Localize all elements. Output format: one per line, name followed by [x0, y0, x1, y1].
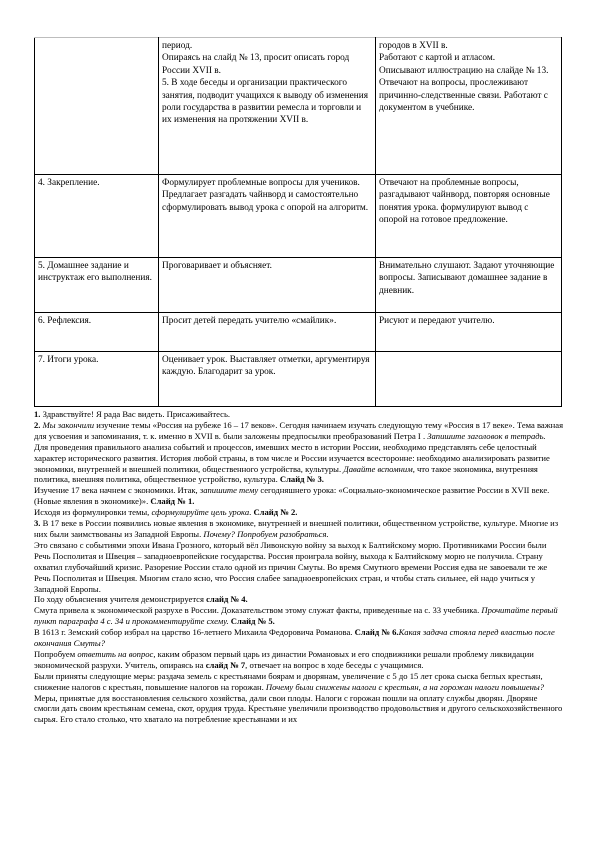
italic-text: Запишите заголовок в тетрадь. [427, 430, 546, 441]
paragraph [34, 594, 564, 605]
paragraph [34, 409, 564, 420]
slide-ref: Слайд № 3. [279, 474, 324, 485]
italic-text: Давайте вспомним [343, 463, 413, 474]
paragraph [34, 442, 564, 486]
stage-label: 7. Итоги урока. [38, 355, 99, 365]
paragraph [34, 693, 564, 726]
paragraph-text: Были приняты следующие меры: раздача земель с крестьянами боярам и дворянам, увеличение с 5 до 15 лет срока сыска беглых крестьян, снижение налогов с крестьян, повышение налогов на горожан. [34, 670, 543, 692]
teacher-text: Просит детей передать учителю «смайлик». [162, 316, 337, 326]
teacher-cell [159, 313, 376, 352]
teacher-cell [159, 175, 376, 258]
slide-ref: Слайд № 2. [253, 507, 298, 518]
lesson-plan-table [34, 37, 562, 407]
italic-text: Мы закончили [40, 419, 95, 430]
students-text: Отвечают на проблемные вопросы, разгадывают чайнворд, повторяя основные понятия урока. формулируют вывод с опорой на готовое предложение. [379, 178, 550, 226]
paragraph [34, 420, 564, 442]
slide-ref: слайд № 4. [206, 594, 248, 605]
teacher-cell [159, 258, 376, 313]
paragraph-text: изучение темы «Россия на рубеже 16 – 17 веков». Сегодня начинаем изучать следующую тему «Россия в 17 веке». Тема важная для усвоения и запоминания, т. к. именно в XVII в. были заложены предпосылки преобразований Петра I . [34, 419, 564, 441]
paragraph [34, 540, 564, 595]
paragraph-text: сегодняшнего урока: «Социально-экономическое развитие России в XVII веке. (Новые явления в экономике)». [34, 485, 550, 507]
table-row [35, 38, 562, 175]
slide-ref: Слайд № 5. [228, 616, 275, 627]
italic-text: ответить на вопрос [77, 648, 154, 659]
teacher-cell [159, 352, 376, 407]
students-text: Работают с картой и атласом. [379, 53, 496, 64]
teacher-text: Проговаривает и объясняет. [162, 261, 272, 271]
paragraph-text: , каким образом первый царь из династии Романовых и его сподвижники решали проблему ликвидации экономической разрухи. Учитель, опираясь на [34, 648, 534, 670]
paragraph [34, 671, 564, 693]
italic-text: Почему? Попробуем разобраться. [203, 528, 329, 539]
teacher-text: Формулирует проблемные вопросы для учеников. Предлагает разгадать чайнворд и самостоятельно сформулировать вывод урока с опорой на алгоритм. [162, 178, 369, 213]
paragraph-text: В 17 веке в России появились новые явления в экономике, внутренней и внешней политики, общественном устройстве, культуре. Многие из них были заимствованы из Западной Европы. [34, 518, 559, 539]
stage-label: 4. Закрепление. [38, 178, 100, 188]
table-row [35, 258, 562, 313]
paragraph-text: , отвечает на вопрос в ходе беседы с учащимися. [245, 659, 424, 670]
students-cell [376, 352, 562, 407]
paragraph-text: . [249, 507, 254, 518]
students-text: Отвечают на вопросы, прослеживают причинно-следственные связи. Работают с документом в учебнике. [379, 78, 548, 114]
paragraph-text: Это связано с событиями эпохи Ивана Грозного, который вёл Ливонскую войну за выход к Балтийскому морю. Противниками России были Речь Посполитая и Швеция – западноевропейские государства. Россия проиграла войну, выхода к Балтийскому морю не получила. Страну охватил глубочайший кризис. Разорение России стало одной из причин Смуты. Во время Смутного времени Россия едва не завоевали те же Речь Посполитая и Швеция. Многим стало ясно, что Россия слабее западноевропейских стран, и чтобы стать сильнее, ей надо учиться у Западной Европы. [34, 539, 548, 594]
slide-ref: слайд № 7 [205, 659, 246, 670]
paragraph [34, 485, 564, 507]
students-text: Внимательно слушают. Задают уточняющие вопросы. Записывают домашнее задание в дневник. [379, 261, 555, 296]
teacher-cell [159, 38, 376, 175]
stage-cell [35, 175, 159, 258]
students-cell [376, 313, 562, 352]
paragraph-text: В 1613 г. Земский собор избрал на царство 16-летнего Михаила Федоровича Романова. [34, 627, 355, 638]
paragraph-text: Здравствуйте! Я рада Вас видеть. Присаживайтесь. [40, 409, 231, 419]
italic-text: запишите тему [199, 485, 259, 496]
paragraph-text: Исходя из формулировки темы, [34, 507, 152, 518]
teacher-text: период. [162, 41, 193, 51]
table-row [35, 175, 562, 258]
paragraph-text: Изучение 17 века начнем с экономики. Итак, [34, 485, 200, 496]
paragraph [34, 518, 564, 540]
paragraph-text: Смута привела к экономической разрухе в России. Доказательством этому служат факты, приведенные на с. 33 учебника. [34, 605, 482, 616]
paragraph [34, 649, 564, 671]
slide-ref: Слайд № 1. [150, 496, 195, 507]
stage-label: 6. Рефлексия. [38, 316, 92, 326]
step-number: 1. [34, 409, 41, 419]
italic-text: Какая задача стояла перед властью после окончания Смуты? [34, 627, 555, 649]
slide-ref: Слайд № 6. [354, 627, 399, 638]
students-text: городов в XVII в. [379, 41, 448, 51]
stage-cell [35, 313, 159, 352]
teacher-text: Опираясь на слайд № 13, просит описать город России XVII в. [162, 53, 350, 76]
paragraph-text: Меры, принятые для восстановления сельского хозяйства, дали свои плоды. Налоги с горожан пошли на оплату службы дворян. Дворяне смогли дать своим крестьянам семена, скот, орудия труда. Крестьяне увеличили производство продовольствия и другого сельскохозяйственного сырья. Его стало столько, что хватало на потребление крестьянами и их [34, 692, 563, 725]
italic-text: Почему были снижены налоги с крестьян, а на горожан налоги повышены? [265, 681, 545, 692]
table-row [35, 313, 562, 352]
paragraph [34, 605, 564, 627]
students-cell [376, 258, 562, 313]
paragraph [34, 627, 564, 649]
students-cell [376, 175, 562, 258]
stage-cell [35, 38, 159, 175]
italic-text: сформулируйте цель урока [151, 507, 250, 518]
teacher-text: 5. В ходе беседы и организации практического занятия, подводит учащихся к выводу об изменения роли государства в развитии ремесла и торговли и их изменения на протяжении XVII в. [162, 78, 369, 126]
table-row [35, 352, 562, 407]
students-text: Описывают иллюстрацию на слайде № 13. [379, 65, 549, 76]
paragraph [34, 507, 564, 518]
teacher-text: Оценивает урок. Выставляет отметки, аргументируя каждую. Благодарит за урок. [162, 355, 370, 378]
paragraph-text: По ходу объяснения учителя демонстрируется [34, 594, 207, 605]
step-number: 3. [34, 518, 41, 529]
stage-cell [35, 258, 159, 313]
stage-label: 5. Домашнее задание и инструктаж его выполнения. [38, 261, 152, 284]
paragraph-text: Для проведения правильного анализа событий и процессов, имевших место в истории России, необходимо представлять себе целостный характер исторического развития. История любой страны, в том числе и России изучается всесторонне: необходимо анализировать развитие экономики, внутренней и внешней политики, общественного устройства, культуры. [34, 441, 550, 474]
stage-cell [35, 352, 159, 407]
students-cell [376, 38, 562, 175]
italic-text: Прочитайте первый пункт параграфа 4 с. 34 и прокомментируйте схему. [34, 605, 558, 627]
students-text: Рисуют и передают учителю. [379, 316, 495, 326]
paragraph-text: Попробуем [34, 648, 78, 659]
lesson-script-text [34, 409, 564, 725]
step-number: 2. [34, 419, 41, 430]
paragraph-text: , что такое экономика, внутренняя политика, внешняя политика, общественное устройство, культура. [34, 463, 538, 485]
